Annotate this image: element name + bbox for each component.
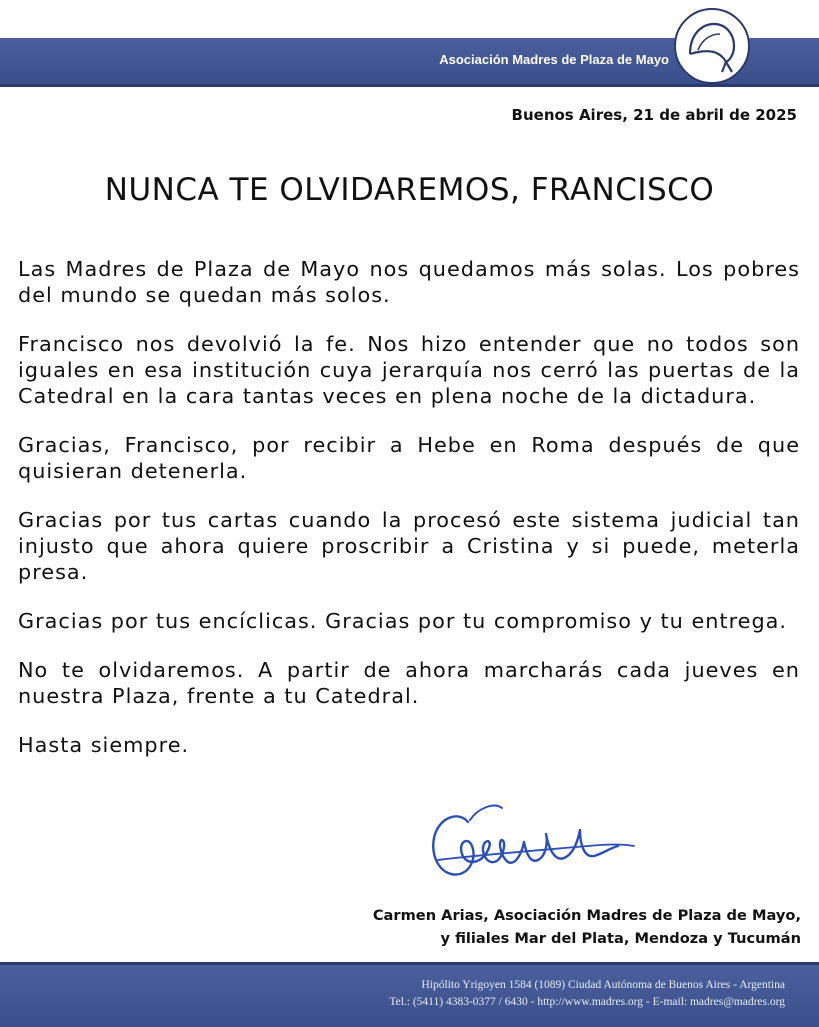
signer-block xyxy=(373,904,801,950)
letter-date: Buenos Aires, 21 de abril de 2025 xyxy=(511,106,797,124)
paragraph-2: Francisco nos devolvió la fe. Nos hizo entender que no todos son iguales en esa institución cuya jerarquía nos cerró las puertas de la Catedral en la cara tantas veces en plena noche de la dictadura. xyxy=(18,332,800,408)
letter-title: NUNCA TE OLVIDAREMOS, FRANCISCO xyxy=(104,172,715,208)
letter-body xyxy=(18,256,800,758)
paragraph-closing: Hasta siempre. xyxy=(18,733,190,757)
handwritten-signature xyxy=(398,790,660,896)
paragraph-6: No te olvidaremos. A partir de ahora marcharás cada jueves en nuestra Plaza, frente a tu Catedral. xyxy=(18,658,800,708)
signer-line-2: y filiales Mar del Plata, Mendoza y Tucumán xyxy=(440,930,801,947)
footer-contact: Tel.: (5411) 4383-0377 / 6430 - http://www.madres.org - E-mail: madres@madres.org xyxy=(389,996,785,1008)
paragraph-1: Las Madres de Plaza de Mayo nos quedamos más solas. Los pobres del mundo se quedan más solos. xyxy=(18,257,800,307)
footer-address: Hipólito Yrigoyen 1584 (1089) Ciudad Autónoma de Buenos Aires - Argentina xyxy=(421,979,785,991)
signer-line-1: Carmen Arias, Asociación Madres de Plaza de Mayo, xyxy=(372,907,801,924)
headscarf-logo-icon xyxy=(674,8,750,84)
paragraph-5: Gracias por tus encíclicas. Gracias por tu compromiso y tu entrega. xyxy=(18,609,788,633)
paragraph-3: Gracias, Francisco, por recibir a Hebe en Roma después de que quisieran detenerla. xyxy=(18,433,800,483)
organization-name: Asociación Madres de Plaza de Mayo xyxy=(439,52,669,67)
letterhead xyxy=(0,0,819,86)
paragraph-4: Gracias por tus cartas cuando la procesó este sistema judicial tan injusto que ahora quiere proscribir a Cristina y si puede, meterla presa. xyxy=(18,508,800,584)
letterhead-footer xyxy=(0,962,819,1027)
